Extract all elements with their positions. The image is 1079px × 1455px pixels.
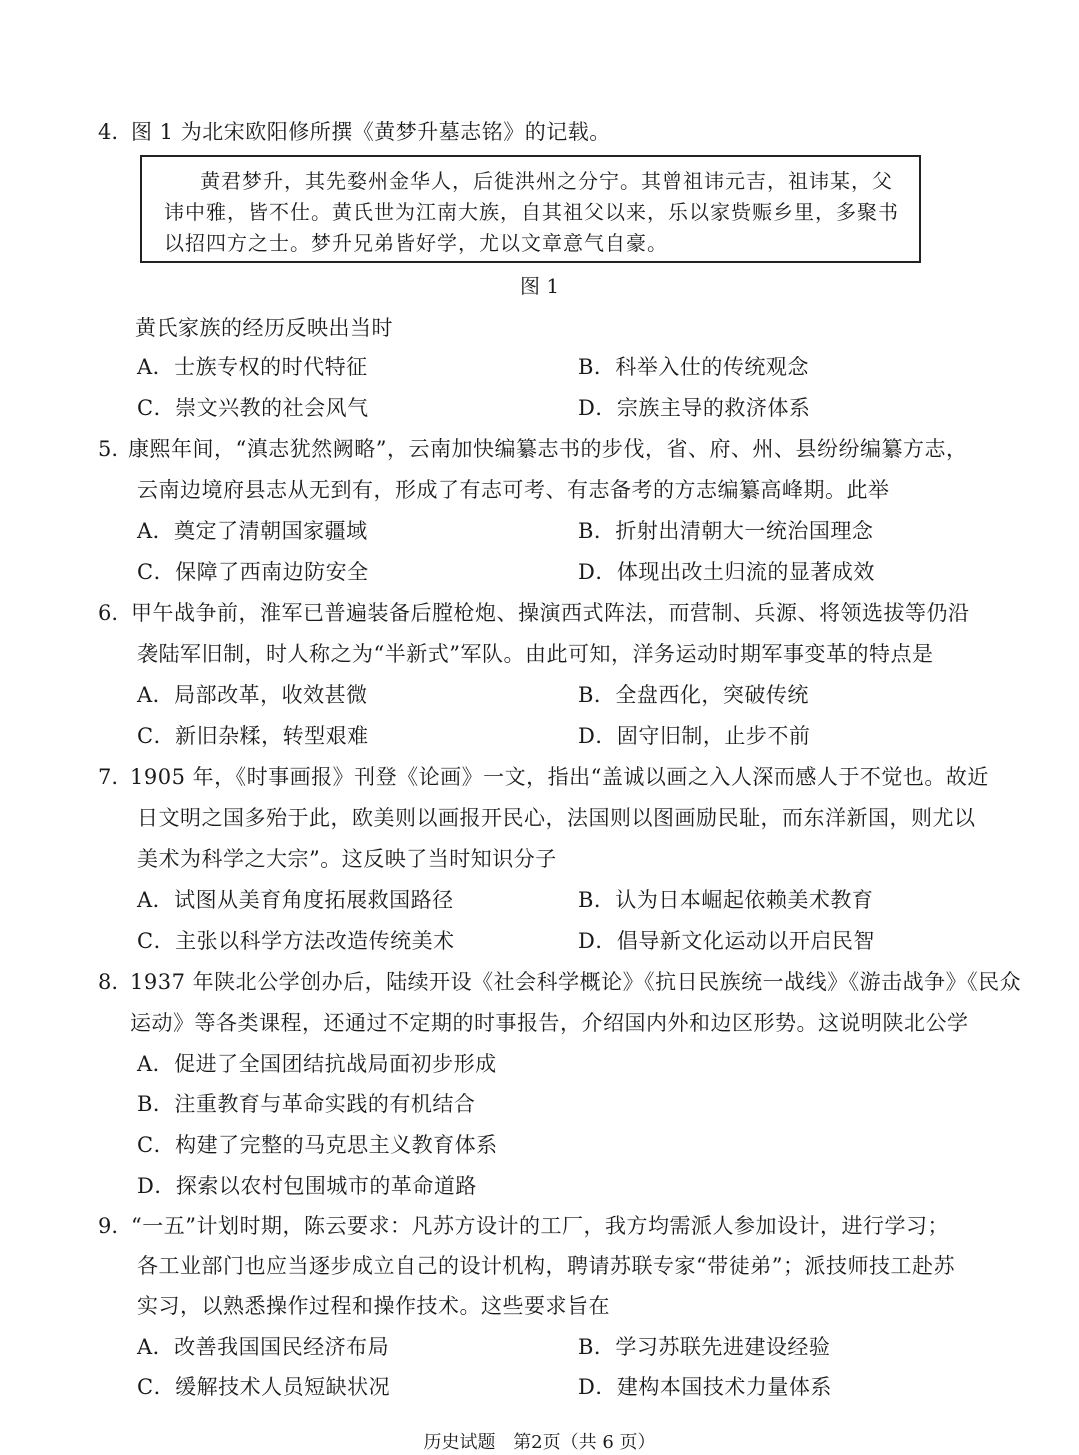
q4-option-b[interactable]: B．科举入仕的传统观念 [578, 355, 809, 379]
q7-option-c[interactable]: C．主张以科学方法改造传统美术 [137, 929, 455, 953]
q7-option-a[interactable]: A．试图从美育角度拓展救国路径 [137, 888, 454, 912]
q7-line-1: 1905 年，《时事画报》刊登《论画》一文，指出“盖诚以画之入人深而感人于不觉也。故近 [130, 765, 989, 789]
q5-line-2: 云南边境府县志从无到有，形成了有志可考、有志备考的方志编纂高峰期。此举 [137, 478, 890, 502]
footer-subject: 历史试题 [423, 1432, 496, 1453]
q6-option-b[interactable]: B．全盘西化，突破传统 [578, 683, 809, 707]
q6-option-c[interactable]: C．新旧杂糅，转型艰难 [137, 724, 369, 748]
q9-option-a[interactable]: A．改善我国国民经济布局 [137, 1335, 390, 1359]
q7-option-b[interactable]: B．认为日本崛起依赖美术教育 [578, 888, 874, 912]
q5-option-d[interactable]: D．体现出改土归流的显著成效 [578, 560, 875, 584]
q6-line-2: 袭陆军旧制，时人称之为“半新式”军队。由此可知，洋务运动时期军事变革的特点是 [137, 642, 934, 666]
q4-option-a[interactable]: A．士族专权的时代特征 [137, 355, 368, 379]
q7-line-2: 日文明之国多殆于此，欧美则以画报开民心，法国则以图画励民耻，而东洋新国，则尤以 [137, 806, 976, 830]
q8-option-a[interactable]: A．促进了全国团结抗战局面初步形成 [137, 1052, 497, 1076]
quote-line-1: 黄君梦升，其先婺州金华人，后徙洪州之分宁。其曾祖讳元吉，祖讳某，父 [200, 169, 893, 193]
q5-line-1: 康熙年间，“滇志犹然阙略”，云南加快编纂志书的步伐，省、府、州、县纷纷编纂方志， [128, 437, 968, 461]
q5-option-a[interactable]: A．奠定了清朝国家疆域 [137, 519, 368, 543]
q9-line-3: 实习，以熟悉操作过程和操作技术。这些要求旨在 [137, 1294, 610, 1318]
q8-option-c[interactable]: C．构建了完整的马克思主义教育体系 [137, 1133, 498, 1157]
q9-option-b[interactable]: B．学习苏联先进建设经验 [578, 1335, 831, 1359]
q5-number: 5. [98, 437, 119, 461]
q4-stem: 图 1 为北宋欧阳修所撰《黄梦升墓志铭》的记载。 [131, 120, 611, 144]
q6-number: 6. [98, 601, 119, 625]
footer-page-number: 第2页（共 6 页） [513, 1432, 656, 1453]
q5-option-c[interactable]: C．保障了西南边防安全 [137, 560, 369, 584]
quote-box [140, 155, 921, 263]
q4-option-c[interactable]: C．崇文兴教的社会风气 [137, 396, 369, 420]
q6-line-1: 甲午战争前，淮军已普遍装备后膛枪炮、操演西式阵法，而营制、兵源、将领选拔等仍沿 [131, 601, 970, 625]
q7-number: 7. [98, 765, 119, 789]
figure-caption: 图 1 [520, 274, 560, 298]
q9-line-1: “一五”计划时期，陈云要求：凡苏方设计的工厂，我方均需派人参加设计，进行学习； [131, 1214, 949, 1238]
q9-option-d[interactable]: D．建构本国技术力量体系 [578, 1375, 832, 1399]
q9-option-c[interactable]: C．缓解技术人员短缺状况 [137, 1375, 391, 1399]
q6-option-d[interactable]: D．固守旧制，止步不前 [578, 724, 811, 748]
q7-option-d[interactable]: D．倡导新文化运动以开启民智 [578, 929, 875, 953]
q8-option-d[interactable]: D．探索以农村包围城市的革命道路 [137, 1174, 477, 1198]
q5-option-b[interactable]: B．折射出清朝大一统治国理念 [578, 519, 874, 543]
q4-option-d[interactable]: D．宗族主导的救济体系 [578, 396, 811, 420]
q8-line-2: 运动》等各类课程，还通过不定期的时事报告，介绍国内外和边区形势。这说明陕北公学 [130, 1011, 969, 1035]
page-footer [0, 1432, 1079, 1454]
q9-line-2: 各工业部门也应当逐步成立自己的设计机构，聘请苏联专家“带徒弟”；派技师技工赴苏 [137, 1254, 955, 1278]
q8-line-1: 1937 年陕北公学创办后，陆续开设《社会科学概论》《抗日民族统一战线》《游击战争》《民众 [130, 970, 1022, 994]
q7-line-3: 美术为科学之大宗”。这反映了当时知识分子 [137, 847, 557, 871]
q6-option-a[interactable]: A．局部改革，收效甚微 [137, 683, 368, 707]
quote-line-3: 以招四方之士。梦升兄弟皆好学，尤以文章意气自豪。 [164, 231, 668, 255]
q4-question: 黄氏家族的经历反映出当时 [135, 316, 393, 340]
q4-number: 4. [98, 120, 119, 144]
quote-line-2: 讳中雅，皆不仕。黄氏世为江南大族，自其祖父以来，乐以家赀赈乡里，多聚书 [164, 200, 899, 224]
q9-number: 9. [98, 1214, 119, 1238]
q8-option-b[interactable]: B．注重教育与革命实践的有机结合 [137, 1092, 476, 1116]
q8-number: 8. [98, 970, 119, 994]
